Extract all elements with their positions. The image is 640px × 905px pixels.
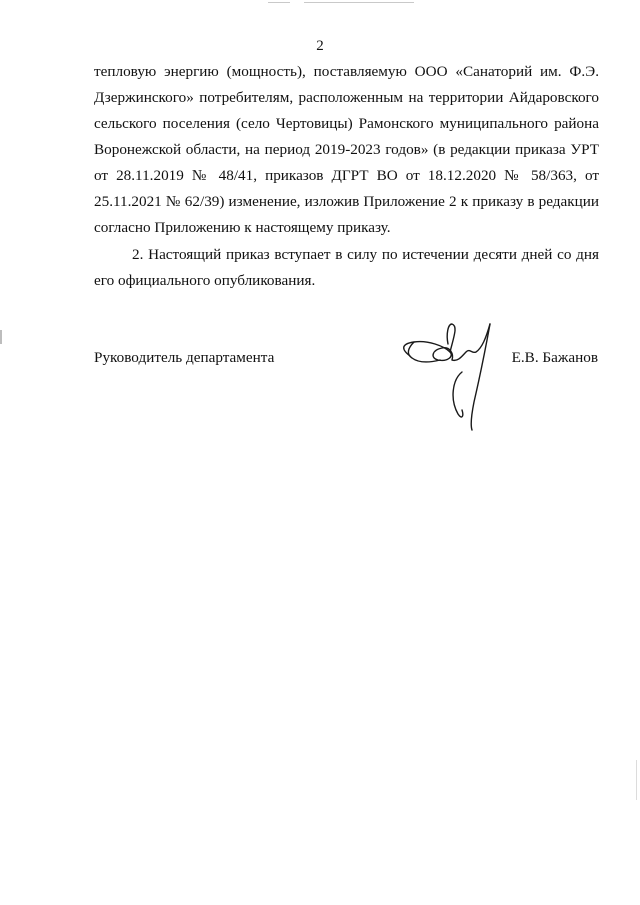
signatory-position: Руководитель департамента xyxy=(94,349,275,366)
paragraph-line: сельского поселения (село Чертовицы) Рамонского муниципального района xyxy=(94,115,599,132)
signatory-name: Е.В. Бажанов xyxy=(511,349,598,366)
paragraph-line: 25.11.2021 № 62/39) изменение, изложив Приложение 2 к приказу в редакции xyxy=(94,193,599,210)
paragraph-line: Дзержинского» потребителям, расположенным на территории Айдаровского xyxy=(94,89,599,106)
page-number: 2 xyxy=(316,38,324,54)
paragraph-1 xyxy=(94,59,599,241)
paragraph-line: его официального опубликования. xyxy=(94,272,316,289)
scan-edge-mark xyxy=(636,760,637,800)
scan-top-mark xyxy=(268,2,290,3)
scan-top-mark xyxy=(304,2,414,3)
handwritten-signature xyxy=(392,316,512,436)
paragraph-line: согласно Приложению к настоящему приказу. xyxy=(94,219,391,236)
paragraph-line: 2. Настоящий приказ вступает в силу по истечении десяти дней со дня xyxy=(132,246,599,263)
scan-edge-mark xyxy=(0,330,2,344)
paragraph-2 xyxy=(94,242,599,294)
paragraph-line: от 28.11.2019 № 48/41, приказов ДГРТ ВО от 18.12.2020 № 58/363, от xyxy=(94,167,599,184)
paragraph-line: Воронежской области, на период 2019-2023 годов» (в редакции приказа УРТ xyxy=(94,141,599,158)
paragraph-line: тепловую энергию (мощность), поставляемую ООО «Санаторий им. Ф.Э. xyxy=(94,63,599,80)
